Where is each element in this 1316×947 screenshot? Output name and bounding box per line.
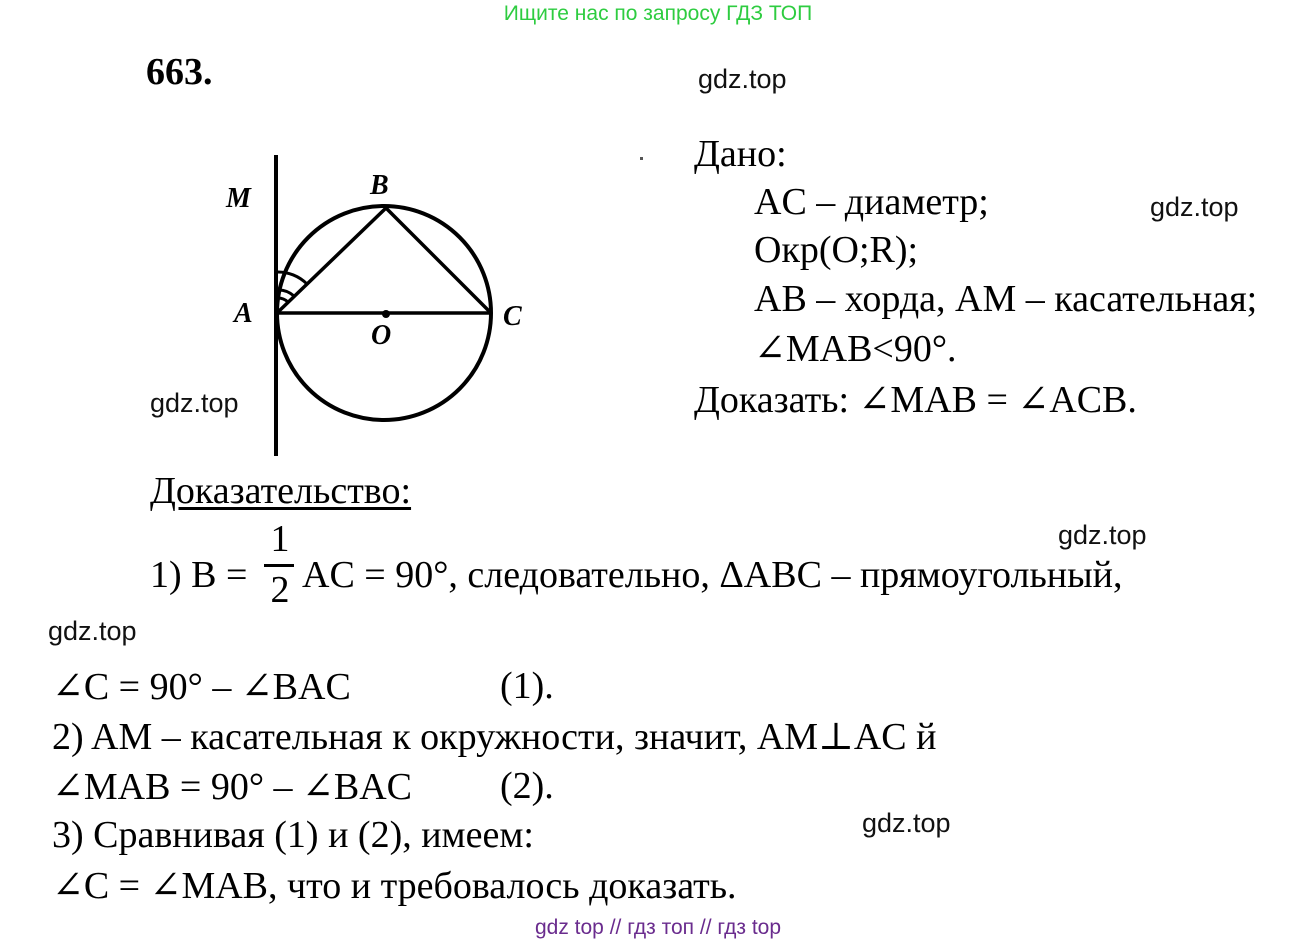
watermark: gdz.top <box>48 616 137 646</box>
given-line: AB – хорда, AM – касательная; <box>754 278 1258 320</box>
proof-step1-suffix: AC = 90°, следовательно, ΔABC – прямоугольный, <box>302 554 1123 596</box>
given-line: Окр(O;R); <box>754 229 919 271</box>
proof-heading: Доказательство: <box>150 470 412 512</box>
watermark: gdz.top <box>698 64 787 94</box>
watermark: gdz.top <box>1150 192 1239 222</box>
watermark: gdz.top <box>862 808 951 838</box>
problem-number: 663. <box>146 51 213 93</box>
watermark: gdz.top <box>150 388 239 418</box>
fraction-denominator: 2 <box>270 569 290 611</box>
speck <box>640 157 643 160</box>
fraction-bar <box>264 564 294 567</box>
geometry-diagram <box>0 0 560 470</box>
equation-1-ref: (1). <box>500 665 554 707</box>
proof-step3: 3) Сравнивая (1) и (2), имеем: <box>52 814 534 856</box>
label-a: A <box>234 298 253 329</box>
conclusion: ∠C = ∠MAB, что и требовалось доказать. <box>52 865 737 907</box>
prove-statement: Доказать: ∠MAB = ∠ACB. <box>694 379 1137 421</box>
equation-1: ∠C = 90° – ∠BAC <box>52 666 351 708</box>
center-point-o <box>382 310 390 318</box>
given-line: ∠MAB<90°. <box>754 328 957 370</box>
label-b: B <box>370 170 389 201</box>
label-m: M <box>226 183 251 214</box>
given-heading: Дано: <box>694 133 787 175</box>
footer-watermark: gdz top // гдз топ // гдз top <box>534 916 782 939</box>
label-o: O <box>371 320 392 351</box>
equation-2: ∠MAB = 90° – ∠BAC <box>52 766 413 808</box>
proof-step2: 2) AM – касательная к окружности, значит, AM⊥AC й <box>52 716 937 758</box>
watermark: gdz.top <box>1058 520 1147 550</box>
label-c: C <box>503 301 522 332</box>
search-banner: Ищите нас по запросу ГДЗ ТОП <box>503 2 813 25</box>
given-line: AC – диаметр; <box>754 181 989 223</box>
equation-2-ref: (2). <box>500 765 554 807</box>
chord-ab <box>277 208 386 313</box>
fraction-numerator: 1 <box>270 518 290 560</box>
proof-step1-prefix: 1) B = <box>150 554 248 596</box>
